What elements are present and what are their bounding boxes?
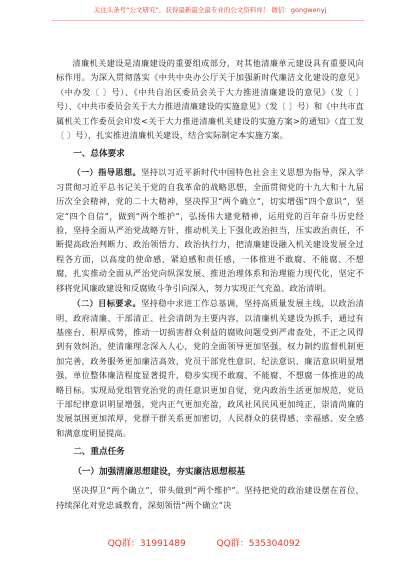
guiding-thought-text: 坚持以习近平新时代中国特色社会主义思想为指导，深入学习贯彻习近平总书记关于党的自我革命的战略思想，全面贯彻党的十九大和十九届历次全会精神，党的二十大精神，坚决捍卫“两个确立”，切实增强“四个意识”，坚定“四个自信”，做到“两个维护”，弘扬伟大建党精神，运用党的百年奋斗历史经验，坚持全面从严治党战略方针，推动机关上下强化政治担当，压实政治责任，不断提高政治判断力、政治领悟力、政治执行力，把清廉建设融入机关建设发展全过程各方面，以高度的使命感、紧迫感和责任感，一体推进不敢腐、不能腐、不想腐，扎实推动全面从严治党向纵深发展、推进治理体系和治理能力现代化，坚定不移将党风廉政建设和反腐败斗争引向深入，努力实现正气充盈、政治清明。: [56, 167, 364, 293]
header-banner: 关注头条号“公文研究”，获得最新最全最专业的公文资料库！ 微信：gongwenyj: [93, 6, 327, 14]
section-heading-tasks: 二、重点任务: [73, 447, 125, 458]
intro-paragraph: 清廉机关建设是清廉建设的重要组成部分，对其他清廉单元建设具有重要风向标作用。为深入贯彻落实《中共中央办公厅关于加强新时代廉洁文化建设的意见》（中办发〔 〕号）、《中共自治区委员会关于大力推进清廉建设的意见》（发〔 〕号）、《中共市委员会关于大力推进清廉建设的实施意见》（发〔 〕号）和《中共市直属机关工作委员会印发<关于大力推进清廉机关建设的实施方案>的通知》（直工发〔 〕号），扎实推进清廉机关建设，结合实际制定本实施方案。: [56, 58, 364, 141]
footer-qq-group-2: QQ群：535304092: [216, 539, 301, 549]
subsection-heading-thought: （一）加强清廉思想建设，夯实廉洁思想根基: [73, 467, 246, 478]
footer-qq-group-1: QQ群：31991489: [107, 539, 186, 549]
goals-text: 坚持稳中求进工作总基调，坚持高质量发展主线，以政治清明、政府清廉、干部清正、社会清朗为主要内容，以清廉机关建设为抓手，通过有基座台、积厚成势，推动一切损害群众利益的腐败问题受到严肃查处，不正之风得到有效纠治，使清廉理念深入人心，党的全面领导更加坚强，权力制约监督机制更加完善，政务服务更加廉洁高效，党员干部党性意识、纪法意识、廉洁意识明显增强，单位整体廉洁程度显著提升，稳步实现不敢腐、不能腐、不想腐一体推进的战略目标。实现局党组管党治党的责任意识更加自觉，党内政治生活更加规范，党员干部纪律意识明显增强，党内正气更加充盈，政风社风民风更加纯正，崇清尚廉的发展氛围更加浓厚，党群干群关系更加密切，人民群众的获得感、幸福感、安全感和满意度明显提高。: [56, 298, 364, 438]
header-divider: [52, 20, 364, 21]
document-body: [56, 56, 364, 513]
task-paragraph: 坚决捍卫“两个确立”，带头做到“两个维护”。坚持把党的政治建设摆在首位，持续深化对党忠诚教育，深刻领悟“两个确立”决: [56, 485, 364, 510]
goals-lead: （二）目标要求。: [72, 298, 142, 309]
guiding-thought-lead: （一）指导思想。: [72, 167, 142, 178]
section-heading-general: 一、总体要求: [73, 149, 125, 160]
footer: [0, 536, 408, 549]
goals-paragraph: [56, 296, 364, 440]
guiding-thought-paragraph: [56, 165, 364, 295]
